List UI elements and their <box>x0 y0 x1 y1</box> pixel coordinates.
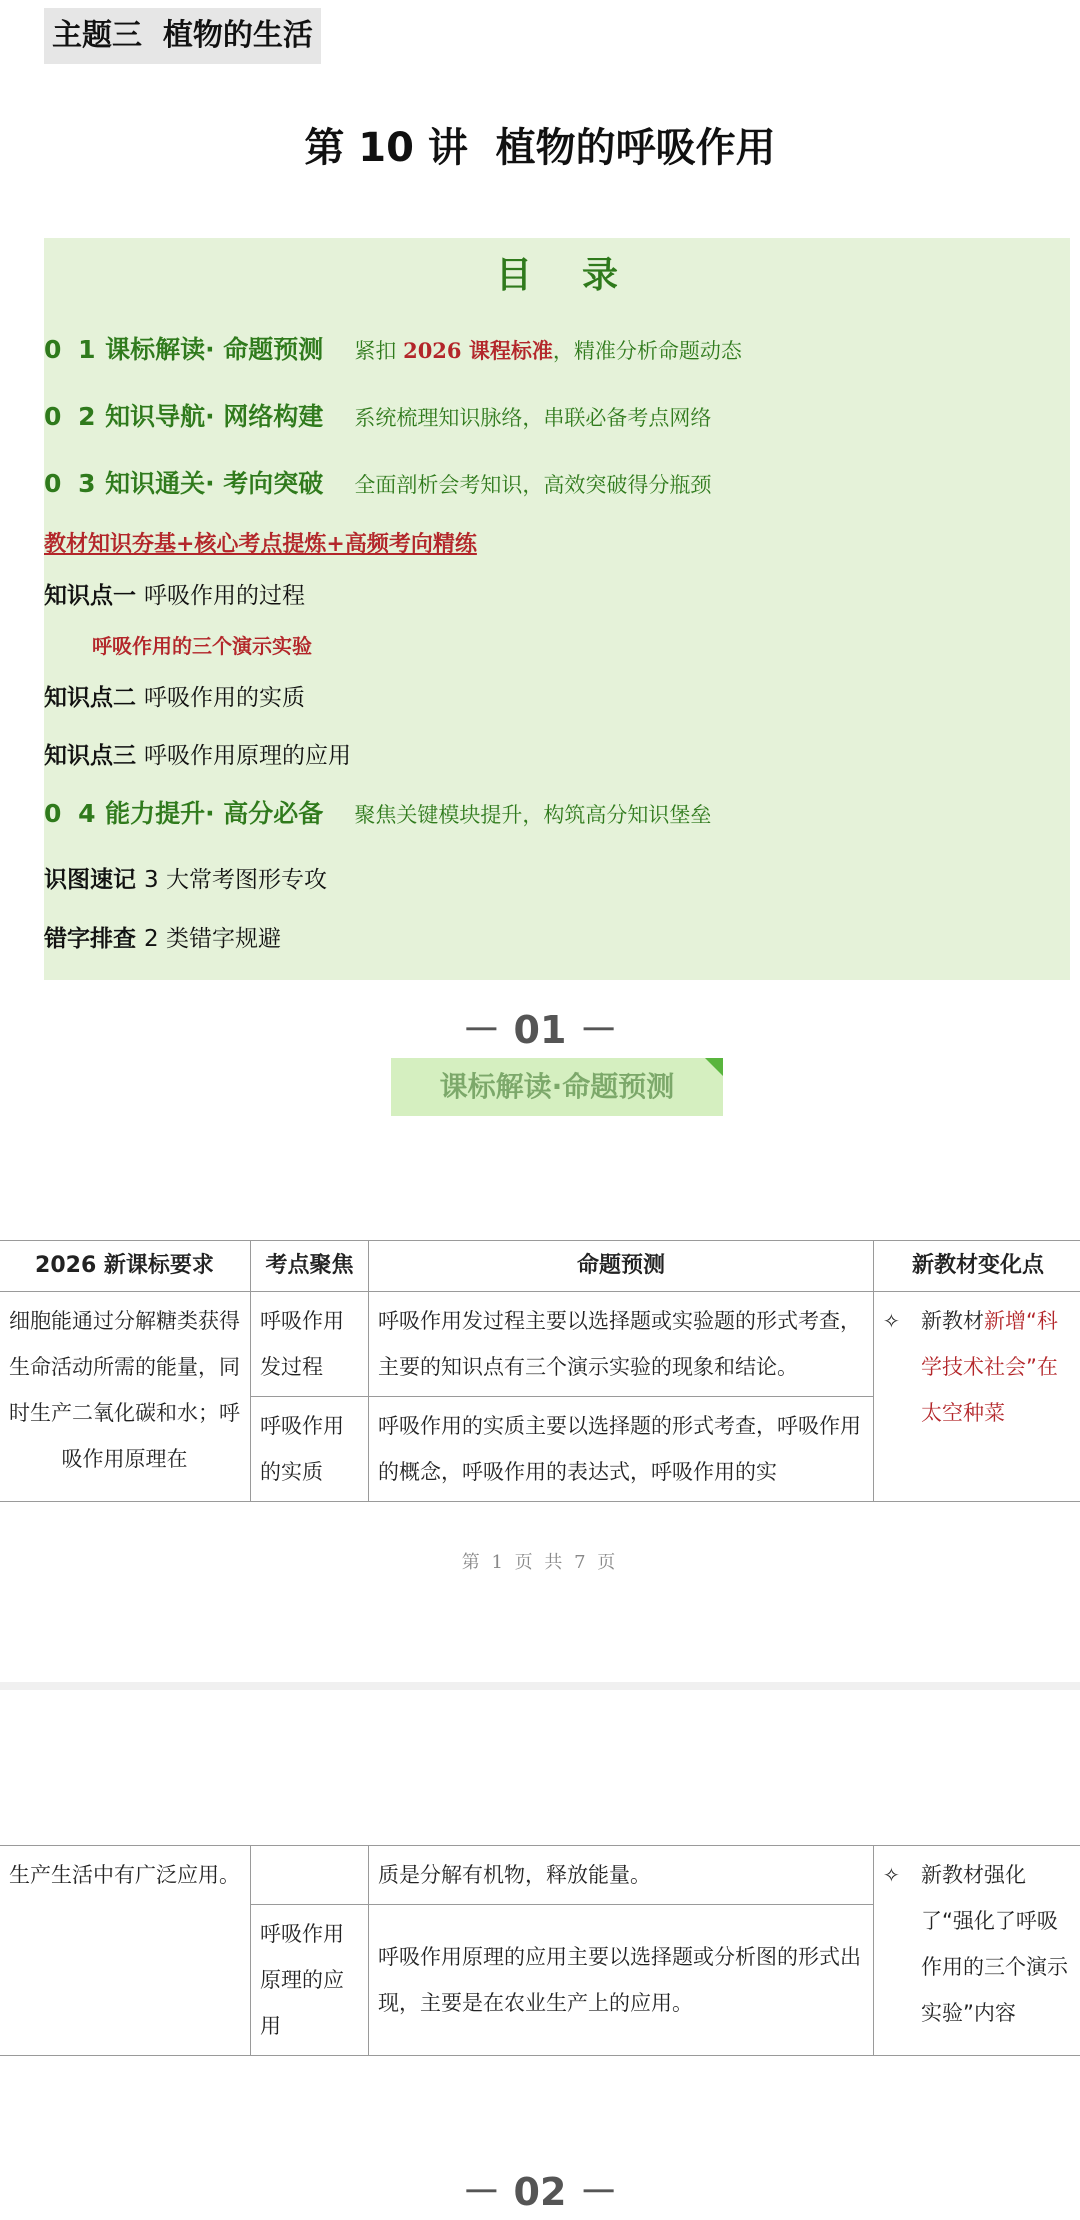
lesson-title: 第 10 讲 植物的呼吸作用 <box>0 118 1080 178</box>
page-footer: 第 1 页 共 7 页 <box>0 1548 1080 1578</box>
toc-sub-item-text: 呼吸作用的三个演示实验 <box>92 634 312 658</box>
knowledge-point-name: 知识点二 <box>44 685 136 711</box>
table-cell-focus: 呼吸作用发过程 <box>251 1292 369 1397</box>
table-header-requirement: 2026 新课标要求 <box>0 1241 251 1292</box>
section-number-01: － 01 － <box>0 1002 1080 1058</box>
toc-highlight: 2026 课程标准 <box>403 338 553 363</box>
extra-text: 3 大常考图形专攻 <box>144 867 327 893</box>
toc-item-01[interactable] <box>44 330 1070 373</box>
badge-corner-decoration <box>705 1058 723 1076</box>
toc-item-desc: 紧扣 2026 课程标准，精准分析命题动态 <box>354 339 741 363</box>
table-cell-prediction: 呼吸作用的实质主要以选择题的形式考查，呼吸作用的概念，呼吸作用的表达式，呼吸作用的实 <box>369 1397 874 1502</box>
table-header-focus: 考点聚焦 <box>251 1241 369 1292</box>
table-cell-focus <box>251 1846 369 1905</box>
toc-item-number: 0 3 <box>44 464 100 504</box>
toc-red-subtitle[interactable] <box>44 526 1070 564</box>
toc-knowledge-point-3[interactable] <box>44 736 1070 778</box>
table-header-prediction: 命题预测 <box>369 1241 874 1292</box>
table-header-changes: 新教材变化点 <box>874 1241 1080 1292</box>
page-separator <box>0 1682 1080 1690</box>
table-of-contents <box>44 238 1070 980</box>
toc-item-number: 0 1 <box>44 330 100 370</box>
knowledge-point-text: 呼吸作用的过程 <box>144 583 305 609</box>
table-cell-prediction: 呼吸作用发过程主要以选择题或实验题的形式考查，主要的知识点有三个演示实验的现象和结论。 <box>369 1292 874 1397</box>
toc-red-subtitle-text: 教材知识夯基+核心考点提炼+高频考向精练 <box>44 531 477 557</box>
extra-text: 2 类错字规避 <box>144 926 281 952</box>
toc-item-number: 0 2 <box>44 397 100 437</box>
table-cell-requirement: 生产生活中有广泛应用。 <box>0 1846 251 2056</box>
table-cell-requirement: 细胞能通过分解糖类获得生命活动所需的能量，同时生产二氧化碳和水；呼吸作用原理在 <box>0 1292 251 1502</box>
section-number-02: － 02 － <box>0 2164 1080 2220</box>
extra-name: 错字排查 <box>44 926 136 952</box>
toc-item-number: 0 4 <box>44 794 100 834</box>
extra-name: 识图速记 <box>44 867 136 893</box>
curriculum-table-page2 <box>0 1845 1080 2056</box>
knowledge-point-name: 知识点三 <box>44 743 136 769</box>
toc-item-title: 知识通关· 考向突破 <box>105 469 323 498</box>
table-cell-prediction: 质是分解有机物，释放能量。 <box>369 1846 874 1905</box>
toc-heading: 目 录 <box>44 246 1070 306</box>
knowledge-point-name: 知识点一 <box>44 583 136 609</box>
toc-item-03[interactable] <box>44 464 1070 507</box>
toc-item-desc: 全面剖析会考知识，高效突破得分瓶颈 <box>354 473 711 497</box>
topic-tag: 主题三 植物的生活 <box>44 8 321 64</box>
toc-sub-item[interactable] <box>92 628 1080 666</box>
toc-knowledge-point-2[interactable] <box>44 678 1070 720</box>
toc-item-02[interactable] <box>44 397 1070 440</box>
table-cell-change: ✧ 新教材新增“科学技术社会”在太空种菜 <box>874 1292 1080 1502</box>
toc-item-desc: 系统梳理知识脉络，串联必备考点网络 <box>354 406 711 430</box>
toc-extra-figures[interactable] <box>44 860 1070 902</box>
knowledge-point-text: 呼吸作用的实质 <box>144 685 305 711</box>
toc-item-title: 课标解读· 命题预测 <box>105 335 323 364</box>
table-cell-prediction: 呼吸作用原理的应用主要以选择题或分析图的形式出现，主要是在农业生产上的应用。 <box>369 1905 874 2056</box>
section-badge-text: 课标解读·命题预测 <box>440 1070 675 1103</box>
table-cell-focus: 呼吸作用的实质 <box>251 1397 369 1502</box>
knowledge-point-text: 呼吸作用原理的应用 <box>144 743 351 769</box>
star-icon: ✧ <box>883 1298 921 1344</box>
table-cell-change <box>874 1846 1080 2056</box>
toc-item-04[interactable] <box>44 794 1070 837</box>
curriculum-table-page1 <box>0 1240 1080 1502</box>
toc-item-title: 知识导航· 网络构建 <box>105 402 323 431</box>
change-text: 新教材强化了“强化了呼吸作用的三个演示实验”内容 <box>921 1852 1071 2036</box>
toc-item-title: 能力提升· 高分必备 <box>105 799 323 828</box>
change-highlight: 新增“科学技术社会”在太空种菜 <box>921 1309 1058 1425</box>
toc-item-desc: 聚焦关键模块提升，构筑高分知识堡垒 <box>354 803 711 827</box>
toc-extra-typos[interactable] <box>44 919 1070 961</box>
section-badge <box>391 1058 723 1116</box>
star-icon: ✧ <box>883 1852 921 1898</box>
toc-knowledge-point-1[interactable] <box>44 576 1070 618</box>
table-cell-focus: 呼吸作用原理的应用 <box>251 1905 369 2056</box>
